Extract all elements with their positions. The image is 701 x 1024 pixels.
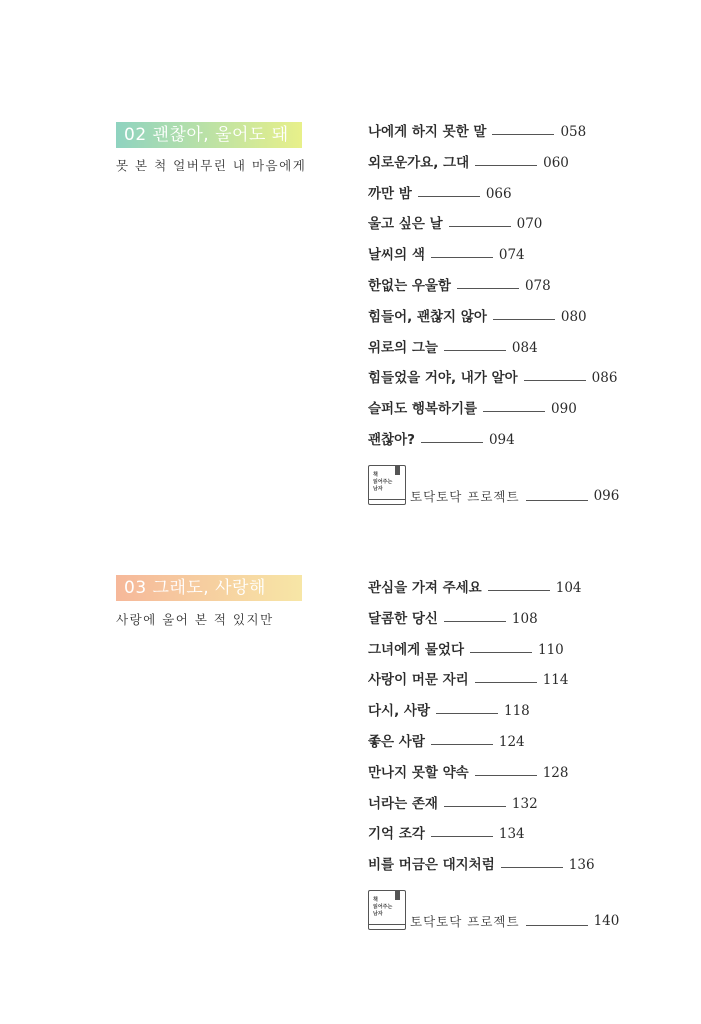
toc-entry-title: 힘들었을 거야, 내가 알아 (368, 370, 518, 387)
leader-line (449, 225, 511, 227)
bookmark-icon (395, 890, 400, 900)
project-entry[interactable] (368, 463, 619, 505)
toc-entry[interactable] (368, 243, 525, 263)
book-logo-icon (368, 890, 406, 930)
toc-entry[interactable] (368, 853, 595, 873)
book-logo-icon (368, 465, 406, 505)
toc-entry-title: 괜찮아? (368, 432, 415, 448)
toc-entry[interactable] (368, 366, 617, 386)
toc-entry-page: 070 (516, 216, 543, 233)
project-label: 토닥토닥 프로젝트 (410, 488, 520, 504)
bookmark-icon (395, 465, 400, 475)
leader-line (444, 805, 506, 807)
toc-entry-page: 094 (488, 432, 515, 448)
leader-line (526, 499, 588, 501)
leader-line (488, 589, 550, 591)
toc-entry-title: 나에게 하지 못한 말 (368, 124, 487, 140)
book-logo-text: 책 읽어주는 남자 (373, 471, 393, 492)
toc-entry-title: 울고 싶은 날 (368, 216, 443, 233)
toc-entry[interactable] (368, 822, 525, 842)
toc-entry[interactable] (368, 428, 515, 448)
toc-entry-page: 086 (591, 370, 618, 387)
leader-line (526, 924, 588, 926)
leader-line (431, 256, 493, 258)
toc-entry-page: 104 (555, 580, 582, 596)
toc-entry-page: 114 (542, 672, 569, 689)
toc-entry-title: 까만 밤 (368, 185, 412, 202)
toc-entry-title: 외로운가요, 그대 (368, 154, 470, 171)
leader-line (431, 743, 493, 745)
toc-entry-page: 108 (511, 610, 538, 627)
leader-line (475, 164, 537, 166)
toc-entry-title: 한없는 우울함 (368, 278, 451, 294)
book-spine (369, 499, 405, 500)
toc-entry-page: 060 (543, 154, 569, 171)
chapter-title: 02 괜찮아, 울어도 돼 (116, 122, 302, 148)
toc-entry[interactable] (368, 212, 542, 232)
toc-entry-page: 118 (504, 703, 530, 720)
toc-entry[interactable] (368, 305, 587, 325)
toc-entry-page: 058 (560, 124, 587, 140)
toc-entry[interactable] (368, 668, 568, 688)
toc-entry[interactable] (368, 792, 538, 812)
project-page: 096 (593, 487, 620, 504)
toc-entry-title: 기억 조각 (368, 826, 425, 843)
leader-line (475, 774, 537, 776)
toc-entry-page: 134 (498, 826, 525, 843)
leader-line (421, 441, 483, 443)
toc-entry-page: 066 (485, 185, 512, 202)
toc-entry[interactable] (368, 607, 538, 627)
toc-entry[interactable] (368, 761, 568, 781)
leader-line (475, 681, 537, 683)
toc-entry-title: 달콤한 당신 (368, 610, 438, 627)
leader-line (444, 349, 506, 351)
toc-entry-page: 124 (498, 734, 525, 750)
leader-line (493, 318, 555, 320)
toc-entry[interactable] (368, 182, 512, 202)
toc-entry-page: 128 (542, 764, 569, 781)
toc-entry-title: 그녀에게 물었다 (368, 641, 464, 658)
leader-line (492, 133, 554, 135)
toc-entry-title: 비를 머금은 대지처럼 (368, 857, 495, 874)
toc-entry-title: 좋은 사람 (368, 734, 425, 750)
toc-entry-title: 다시, 사랑 (368, 703, 430, 720)
book-spine (369, 924, 405, 925)
toc-entry-title: 위로의 그늘 (368, 339, 438, 356)
toc-entry[interactable] (368, 336, 538, 356)
chapter-subtitle: 못 본 척 얼버무린 내 마음에게 (116, 158, 307, 173)
toc-entry-title: 사랑이 머문 자리 (368, 672, 469, 689)
toc-entry-title: 관심을 가져 주세요 (368, 580, 482, 596)
toc-entry[interactable] (368, 120, 586, 140)
toc-entry-page: 132 (511, 795, 538, 812)
chapter-title: 03 그래도, 사랑해 (116, 575, 302, 601)
toc-entry[interactable] (368, 730, 525, 750)
chapter-subtitle: 사랑에 울어 본 적 있지만 (116, 612, 274, 627)
toc-entry-title: 날씨의 색 (368, 247, 425, 264)
toc-entry-page: 074 (498, 247, 525, 264)
leader-line (418, 195, 480, 197)
toc-entry-page: 078 (524, 278, 551, 294)
leader-line (483, 410, 545, 412)
toc-entry[interactable] (368, 274, 551, 294)
toc-entry-title: 너라는 존재 (368, 795, 438, 812)
toc-entry-page: 090 (551, 401, 577, 418)
leader-line (457, 287, 519, 289)
leader-line (501, 866, 563, 868)
toc-entry-title: 만나지 못할 약속 (368, 764, 469, 781)
toc-entry-page: 080 (560, 308, 587, 325)
toc-entry[interactable] (368, 638, 564, 658)
toc-entry-page: 110 (538, 641, 564, 658)
toc-entry[interactable] (368, 699, 530, 719)
project-entry[interactable] (368, 888, 619, 930)
project-label: 토닥토닥 프로젝트 (410, 914, 520, 929)
book-logo-text: 책 읽어주는 남자 (373, 897, 393, 917)
leader-line (444, 620, 506, 622)
toc-entry-title: 힘들어, 괜찮지 않아 (368, 308, 487, 325)
toc-entry-page: 084 (511, 339, 538, 356)
toc-entry[interactable] (368, 397, 577, 417)
toc-entry-page: 136 (568, 857, 595, 874)
leader-line (470, 651, 532, 653)
leader-line (436, 712, 498, 714)
toc-entry[interactable] (368, 151, 569, 171)
toc-entry[interactable] (368, 576, 582, 596)
toc-entry-title: 슬퍼도 행복하기를 (368, 401, 478, 418)
project-page: 140 (593, 913, 620, 929)
leader-line (431, 835, 493, 837)
leader-line (524, 379, 586, 381)
